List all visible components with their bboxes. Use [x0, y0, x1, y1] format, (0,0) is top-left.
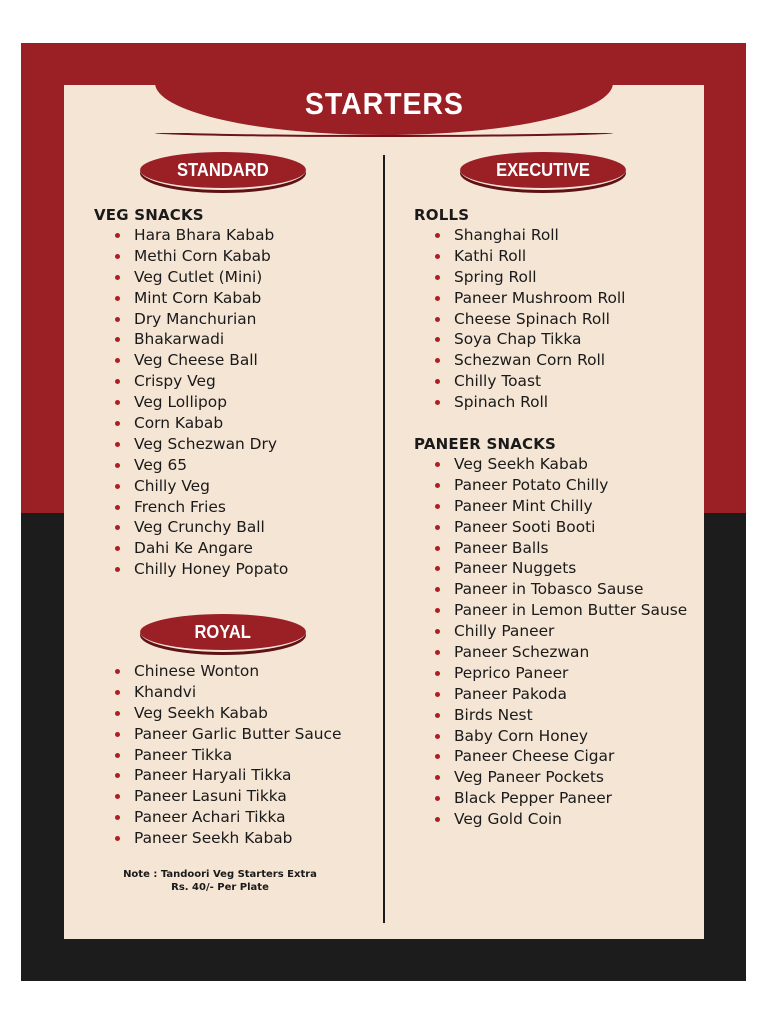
royal-pill — [140, 612, 306, 652]
menu-item: Veg Crunchy Ball — [115, 517, 288, 538]
menu-item: Methi Corn Kabab — [115, 246, 288, 267]
veg-snacks-list — [115, 225, 288, 580]
menu-item: Veg Seekh Kabab — [115, 703, 341, 724]
menu-item: French Fries — [115, 497, 288, 518]
menu-item: Paneer Garlic Butter Sauce — [115, 724, 341, 745]
menu-item: Paneer Sooti Booti — [435, 517, 687, 538]
menu-item: Paneer Achari Tikka — [115, 807, 341, 828]
menu-item: Chilly Toast — [435, 371, 625, 392]
menu-item: Paneer in Tobasco Sause — [435, 579, 687, 600]
menu-item: Birds Nest — [435, 705, 687, 726]
menu-item: Chilly Honey Popato — [115, 559, 288, 580]
menu-item: Cheese Spinach Roll — [435, 309, 625, 330]
menu-item: Paneer Lasuni Tikka — [115, 786, 341, 807]
standard-pill-label: STANDARD — [177, 159, 269, 180]
menu-item: Hara Bhara Kabab — [115, 225, 288, 246]
menu-item: Veg Schezwan Dry — [115, 434, 288, 455]
menu-item: Veg Paneer Pockets — [435, 767, 687, 788]
menu-item: Chilly Paneer — [435, 621, 687, 642]
menu-item: Mint Corn Kabab — [115, 288, 288, 309]
menu-item: Paneer Mushroom Roll — [435, 288, 625, 309]
page-title: STARTERS — [304, 86, 464, 121]
executive-pill-label: EXECUTIVE — [496, 159, 590, 180]
menu-item: Soya Chap Tikka — [435, 329, 625, 350]
menu-item: Crispy Veg — [115, 371, 288, 392]
menu-item: Paneer Seekh Kabab — [115, 828, 341, 849]
menu-item: Spring Roll — [435, 267, 625, 288]
rolls-list — [435, 225, 625, 413]
menu-item: Veg Seekh Kabab — [435, 454, 687, 475]
note — [100, 868, 340, 894]
paneer-snacks-heading: PANEER SNACKS — [414, 435, 557, 453]
note-line-1: Note : Tandoori Veg Starters Extra — [123, 869, 317, 880]
menu-item: Veg Lollipop — [115, 392, 288, 413]
royal-list — [115, 661, 341, 849]
menu-item: Paneer Tikka — [115, 745, 341, 766]
menu-item: Spinach Roll — [435, 392, 625, 413]
note-line-2: Rs. 40/- Per Plate — [171, 882, 269, 893]
menu-item: Schezwan Corn Roll — [435, 350, 625, 371]
menu-item: Paneer Haryali Tikka — [115, 765, 341, 786]
rolls-heading: ROLLS — [414, 206, 470, 224]
standard-pill — [140, 150, 306, 190]
menu-item: Veg 65 — [115, 455, 288, 476]
menu-item: Paneer Schezwan — [435, 642, 687, 663]
menu-item: Veg Cheese Ball — [115, 350, 288, 371]
menu-item: Khandvi — [115, 682, 341, 703]
menu-item: Dry Manchurian — [115, 309, 288, 330]
menu-item: Paneer Balls — [435, 538, 687, 559]
royal-pill-label: ROYAL — [194, 621, 252, 642]
column-divider — [383, 155, 385, 923]
menu-item: Shanghai Roll — [435, 225, 625, 246]
menu-item: Paneer Cheese Cigar — [435, 746, 687, 767]
menu-item: Bhakarwadi — [115, 329, 288, 350]
menu-item: Chilly Veg — [115, 476, 288, 497]
menu-item: Veg Cutlet (Mini) — [115, 267, 288, 288]
menu-item: Baby Corn Honey — [435, 726, 687, 747]
menu-item: Corn Kabab — [115, 413, 288, 434]
menu-item: Paneer Nuggets — [435, 558, 687, 579]
veg-snacks-heading: VEG SNACKS — [94, 206, 204, 224]
executive-pill — [460, 150, 626, 190]
menu-item: Paneer Mint Chilly — [435, 496, 687, 517]
menu-item: Veg Gold Coin — [435, 809, 687, 830]
menu-item: Kathi Roll — [435, 246, 625, 267]
menu-item: Paneer Pakoda — [435, 684, 687, 705]
menu-item: Paneer Potato Chilly — [435, 475, 687, 496]
menu-item: Black Pepper Paneer — [435, 788, 687, 809]
paneer-snacks-list — [435, 454, 687, 830]
menu-item: Dahi Ke Angare — [115, 538, 288, 559]
menu-item: Peprico Paneer — [435, 663, 687, 684]
menu-item: Paneer in Lemon Butter Sause — [435, 600, 687, 621]
menu-item: Chinese Wonton — [115, 661, 341, 682]
